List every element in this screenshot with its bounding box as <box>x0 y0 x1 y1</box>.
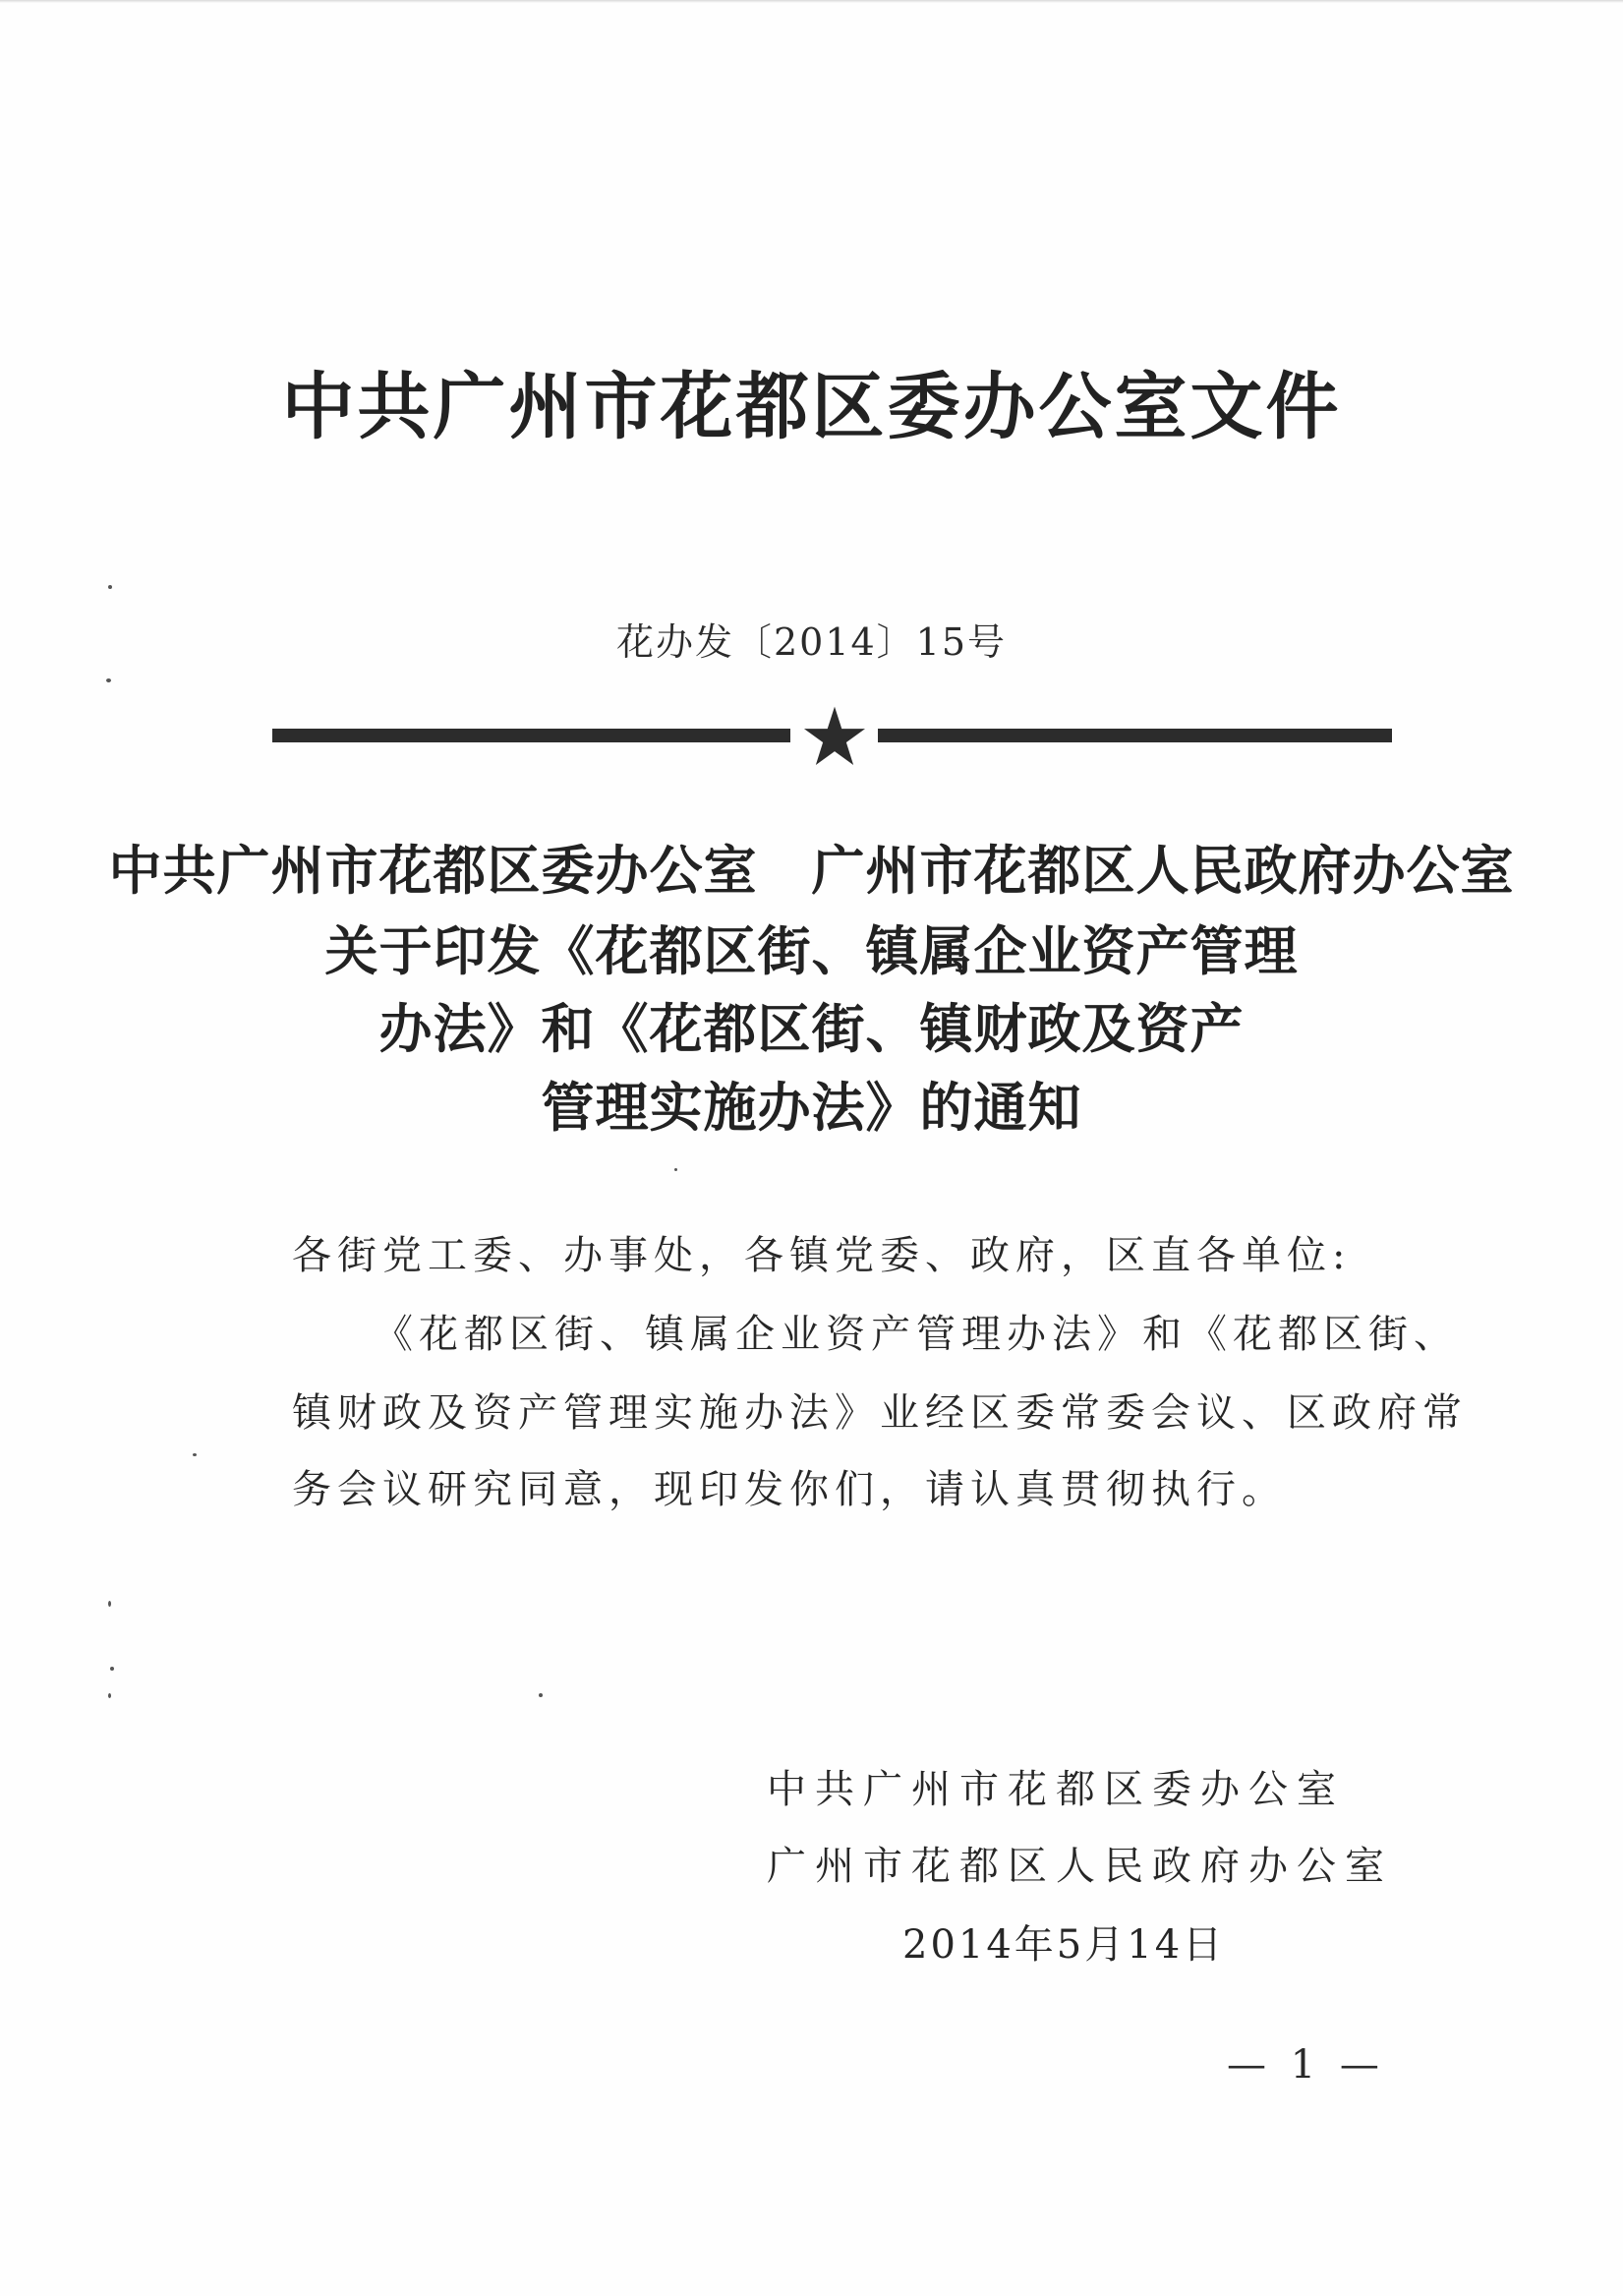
body-line: 务会议研究同意，现印发你们，请认真贯彻执行。 <box>292 1467 1287 1512</box>
salutation: 各街党工委、办事处，各镇党委、政府，区直各单位: <box>292 1233 1352 1278</box>
scan-speck <box>108 1601 111 1607</box>
star-icon <box>802 704 867 769</box>
scan-speck <box>106 678 111 682</box>
document-header-title: 中共广州市花都区委办公室文件 <box>281 365 1342 449</box>
issue-date: 2014年5月14日 <box>902 1922 1226 1968</box>
scan-edge <box>0 0 1623 3</box>
scan-speck <box>674 1168 677 1171</box>
notice-title-line: 中共广州市花都区委办公室 广州市花都区人民政府办公室 <box>108 839 1515 902</box>
body-line: 《花都区街、镇属企业资产管理办法》和《花都区街、 <box>374 1312 1459 1357</box>
signature-line: 广州市花都区人民政府办公室 <box>767 1844 1393 1889</box>
notice-title-line: 办法》和《花都区街、镇财政及资产 <box>378 997 1245 1060</box>
page-number: — 1 — <box>1227 2042 1385 2088</box>
header-rule-left <box>272 729 790 742</box>
header-rule-right <box>878 729 1392 742</box>
scan-speck <box>193 1453 197 1456</box>
signature-line: 中共广州市花都区委办公室 <box>767 1767 1345 1812</box>
body-line: 镇财政及资产管理实施办法》业经区委常委会议、区政府常 <box>292 1390 1468 1436</box>
scan-speck <box>539 1693 543 1697</box>
scan-speck <box>110 1667 114 1671</box>
notice-title-line: 关于印发《花都区街、镇属企业资产管理 <box>324 919 1299 982</box>
scan-speck <box>108 585 112 589</box>
document-number: 花办发〔2014〕15号 <box>615 620 1008 664</box>
scan-speck <box>108 1693 111 1698</box>
notice-title-line: 管理实施办法》的通知 <box>541 1076 1082 1139</box>
